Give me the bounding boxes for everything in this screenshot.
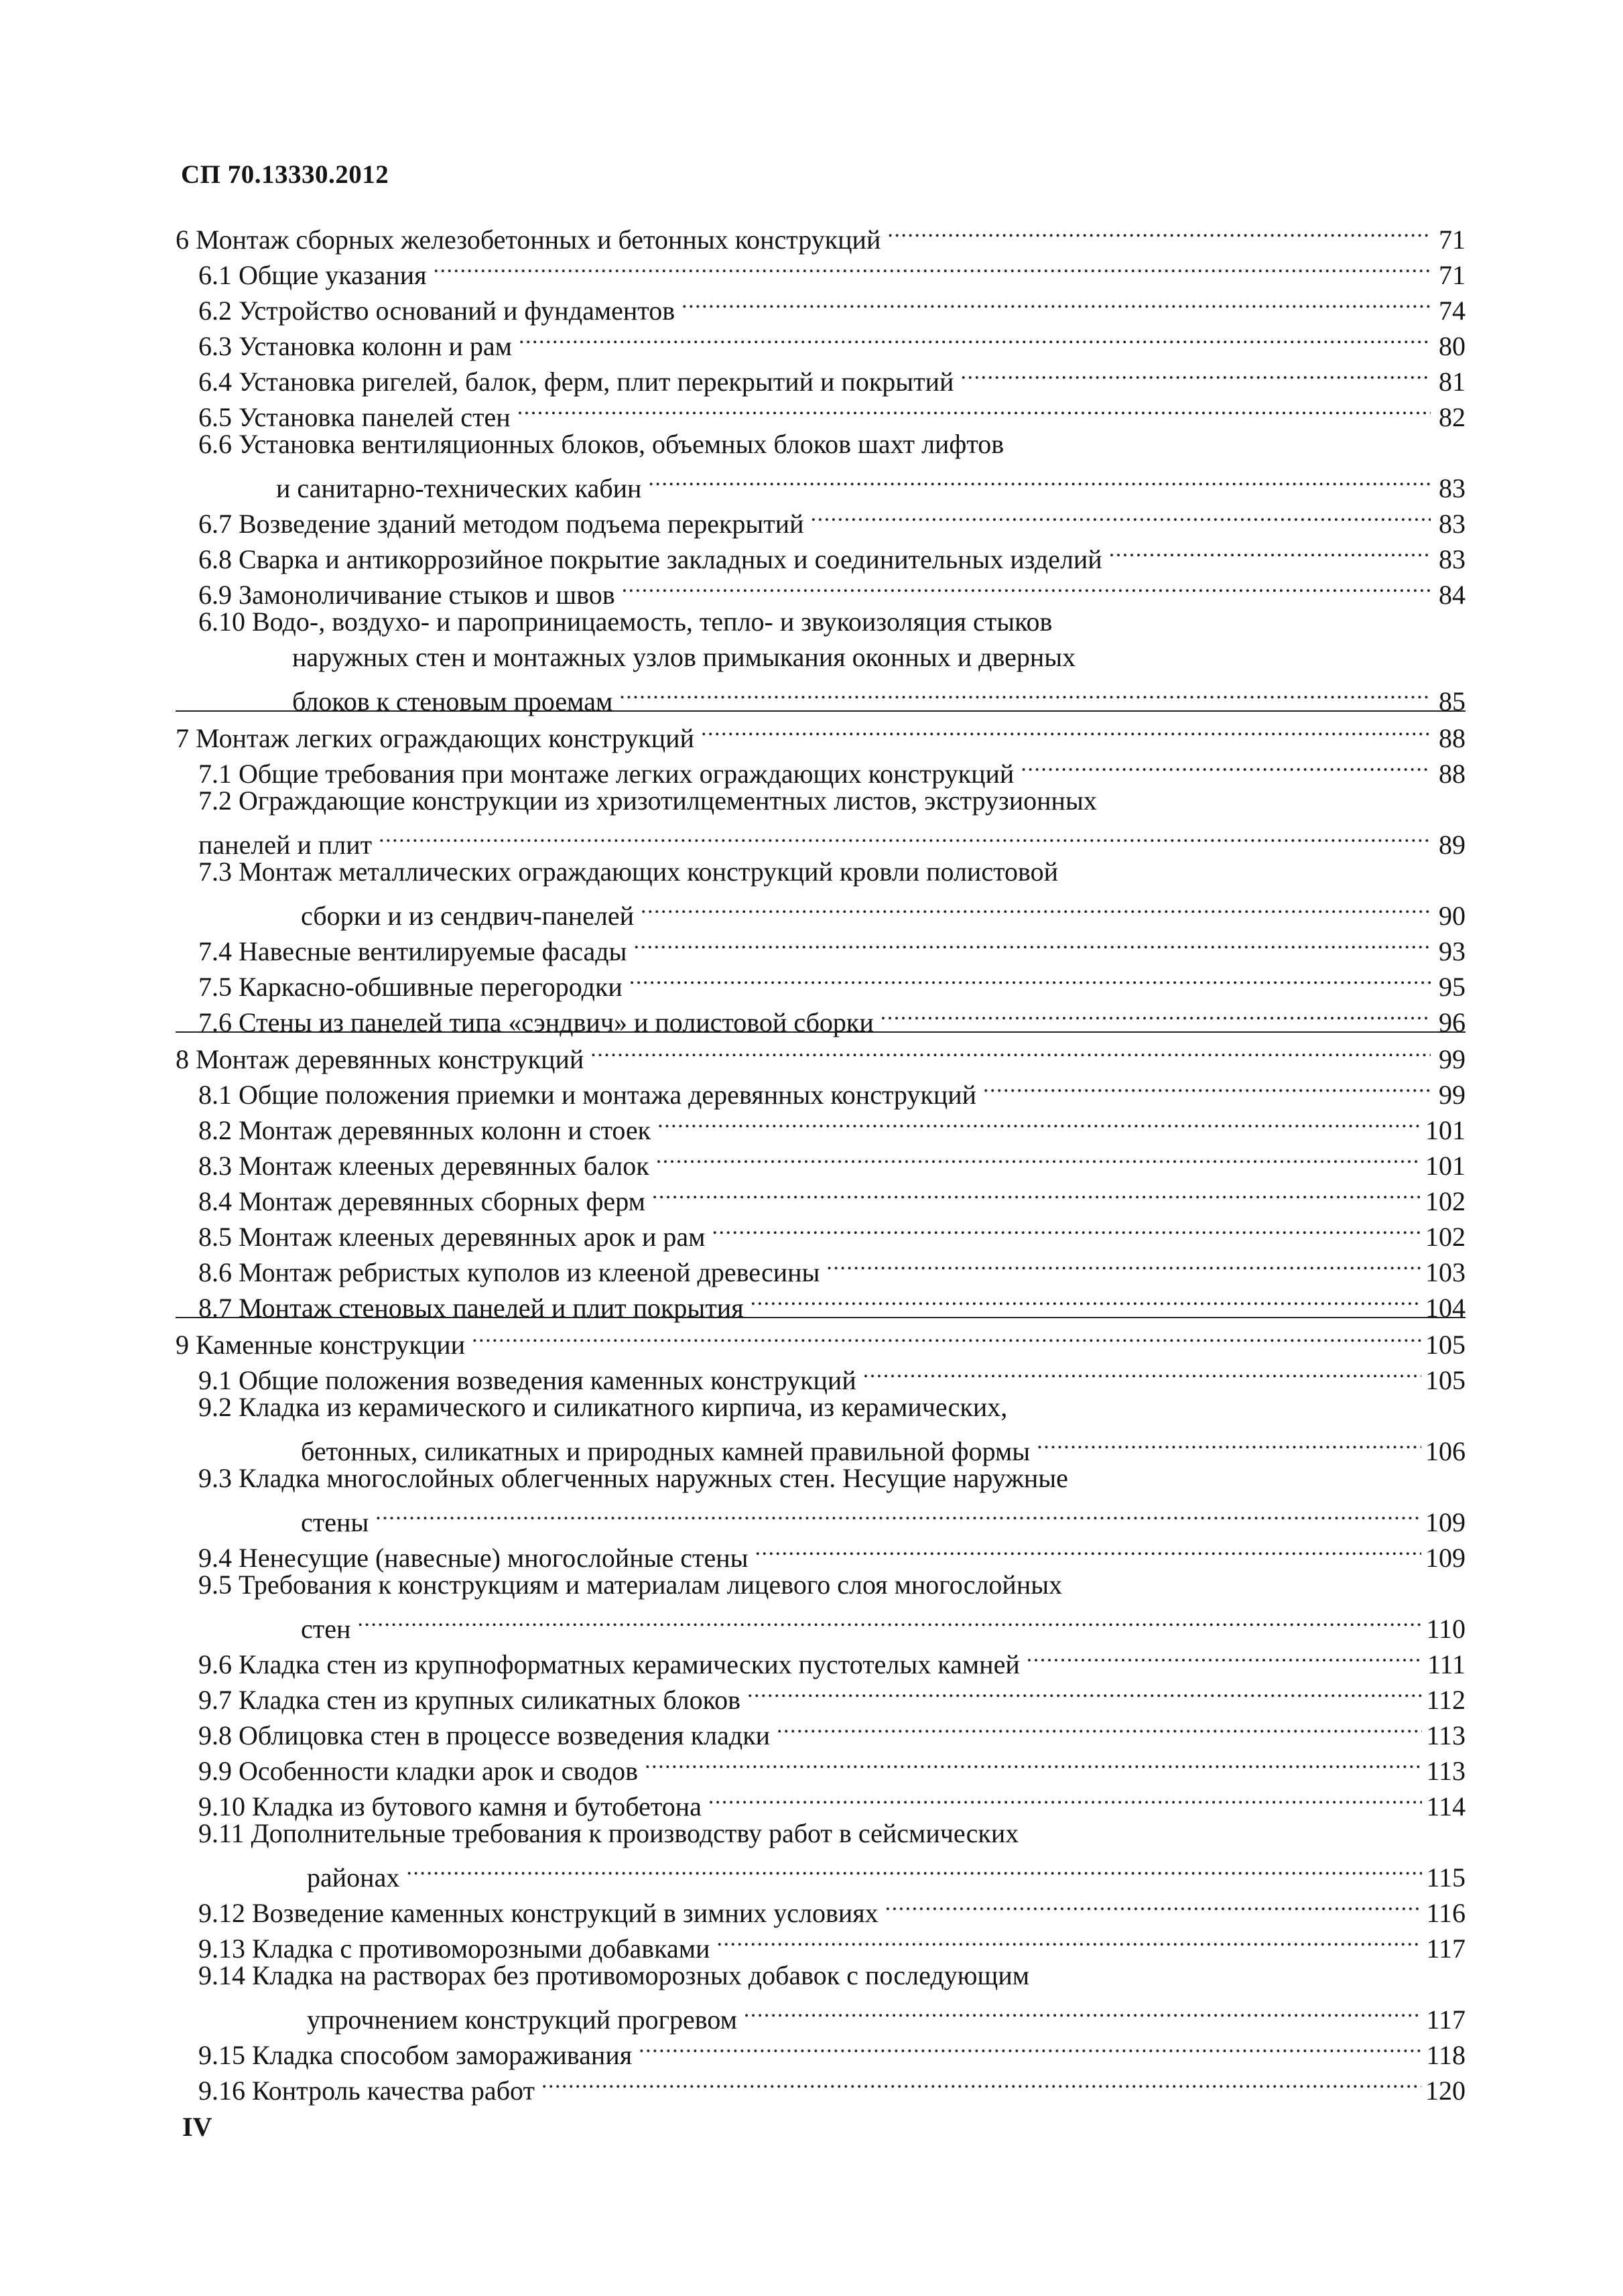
toc-dot-leader: [863, 1354, 1421, 1389]
toc-dot-leader: [633, 925, 1431, 960]
toc-entry-continuation: [176, 1425, 1466, 1466]
toc-page-number: 88: [1439, 723, 1466, 753]
toc-entry-title: 9.14 Кладка на растворах без противоморозных добавок с последующим: [198, 1960, 1030, 1990]
toc-dot-leader: [652, 1175, 1421, 1210]
toc-entry-title: 6.6 Установка вентиляционных блоков, объемных блоков шахт лифтов: [198, 429, 1004, 459]
toc-entry-title: блоков к стеновым проемам: [292, 686, 613, 716]
toc-entry-title: 9.5 Требования к конструкциям и материалам лицевого слоя многослойных: [198, 1570, 1063, 1600]
toc-dot-leader: [641, 889, 1431, 925]
toc-entry-title: 7.4 Навесные вентилируемые фасады: [198, 936, 627, 966]
toc-page-number: 117: [1426, 2004, 1466, 2035]
toc-page-number: 93: [1439, 936, 1466, 966]
toc-entry-title: 8.5 Монтаж клееных деревянных арок и рам: [198, 1222, 706, 1252]
toc-page-number: 95: [1439, 972, 1466, 1002]
toc-entry: [176, 1709, 1466, 1750]
toc-dot-leader: [983, 1068, 1431, 1104]
toc-page-number: 102: [1425, 1186, 1466, 1216]
toc-entry-title: 9.13 Кладка с противоморозными добавками: [198, 1933, 710, 1964]
toc-entry: [176, 284, 1466, 326]
toc-entry-title: и санитарно-технических кабин: [276, 473, 642, 503]
toc-entry: [176, 533, 1466, 574]
toc-entry-continuation: [176, 1496, 1466, 1537]
toc-entry-continuation: [176, 818, 1466, 860]
toc-page-number: 116: [1426, 1898, 1466, 1928]
toc-entry-continuation: [176, 675, 1466, 716]
toc-page-number: 111: [1427, 1649, 1466, 1679]
toc-dot-leader: [887, 213, 1431, 249]
toc-dot-leader: [701, 712, 1431, 747]
toc-entry: [176, 1281, 1466, 1323]
toc-page-number: 101: [1425, 1151, 1466, 1181]
toc-dot-leader: [657, 1104, 1421, 1139]
toc-entry-first-line: [176, 1958, 1466, 1993]
toc-entry-title: 9.3 Кладка многослойных облегченных наружных стен. Несущие наружные: [198, 1463, 1068, 1493]
toc-dot-leader: [747, 1673, 1423, 1709]
toc-entry-continuation: [176, 889, 1466, 931]
toc-dot-leader: [1037, 1425, 1421, 1460]
toc-page-number: 74: [1439, 296, 1466, 326]
toc-entry-title: 8.6 Монтаж ребристых куполов из клееной древесины: [198, 1257, 820, 1287]
toc-dot-leader: [590, 1033, 1431, 1068]
toc-page-number: 85: [1439, 686, 1466, 716]
toc-entry-title: стен: [301, 1614, 351, 1644]
toc-entry-first-line: [176, 1567, 1466, 1602]
toc-entry: [176, 747, 1466, 789]
toc-page-number: 114: [1426, 1791, 1466, 1822]
toc-page-number: 80: [1439, 331, 1466, 361]
document-code-header: СП 70.13330.2012: [181, 160, 389, 189]
toc-entry-title: 6 Монтаж сборных железобетонных и бетонных конструкций: [176, 225, 881, 255]
toc-entry: [176, 249, 1466, 290]
toc-entry-continuation-line: [176, 639, 1466, 675]
toc-entry-title: районах: [307, 1862, 400, 1893]
toc-dot-leader: [357, 1602, 1422, 1638]
toc-entry-continuation: [176, 1993, 1466, 2035]
toc-page-number: 89: [1439, 830, 1466, 860]
toc-entry-title: панелей и плит: [198, 830, 373, 860]
page-number: IV: [182, 2112, 212, 2142]
toc-entry: [176, 1210, 1466, 1252]
toc-dot-leader: [755, 1531, 1421, 1567]
toc-entry-title: наружных стен и монтажных узлов примыкания оконных и дверных: [292, 642, 1076, 672]
toc-entry: [176, 2064, 1466, 2106]
toc-entry-title: 8.3 Монтаж клееных деревянных балок: [198, 1151, 649, 1181]
toc-page-number: 103: [1425, 1257, 1466, 1287]
toc-entry-title: 9.7 Кладка стен из крупных силикатных блоков: [198, 1685, 740, 1715]
toc-entry-title: 9.2 Кладка из керамического и силикатного кирпича, из керамических,: [198, 1392, 1008, 1422]
toc-entry: [176, 1068, 1466, 1110]
toc-entry: [176, 1139, 1466, 1181]
toc-page-number: 81: [1439, 367, 1466, 397]
toc-dot-leader: [472, 1318, 1421, 1354]
toc-entry-first-line: [176, 1815, 1466, 1851]
toc-entry-title: упрочнением конструкций прогревом: [307, 2004, 737, 2035]
toc-dot-leader: [434, 249, 1431, 284]
toc-page-number: 101: [1425, 1115, 1466, 1145]
toc-dot-leader: [826, 1246, 1421, 1281]
toc-entry-title: 9.15 Кладка способом замораживания: [198, 2040, 633, 2070]
toc-entry: [176, 1175, 1466, 1216]
toc-entry: [176, 1104, 1466, 1145]
toc-entry: [176, 960, 1466, 1002]
toc-entry-title: сборки и из сендвич-панелей: [301, 901, 634, 931]
toc-entry-title: 6.2 Устройство оснований и фундаментов: [198, 296, 675, 326]
toc-dot-leader: [716, 1922, 1422, 1958]
toc-page-number: 84: [1439, 580, 1466, 610]
toc-page-number: 118: [1426, 2040, 1466, 2070]
toc-entry-title: 7.3 Монтаж металлических ограждающих конструкций кровли полистовой: [198, 856, 1059, 887]
toc-page-number: 109: [1425, 1543, 1466, 1573]
toc-entry: [176, 1531, 1466, 1573]
toc-page-number: 117: [1426, 1933, 1466, 1964]
toc-entry: [176, 1638, 1466, 1679]
toc-entry-title: 7.2 Ограждающие конструкции из хризотилцементных листов, экструзионных: [198, 785, 1097, 816]
toc-page-number: 120: [1425, 2076, 1466, 2106]
toc-entry-first-line: [176, 604, 1466, 639]
toc-page-number: 105: [1425, 1365, 1466, 1395]
toc-entry-title: 9.12 Возведение каменных конструкций в зимних условиях: [198, 1898, 879, 1928]
toc-dot-leader: [645, 1744, 1422, 1780]
toc-dot-leader: [712, 1210, 1421, 1246]
toc-section-heading: [176, 1031, 1466, 1074]
toc-entry-title: 9.6 Кладка стен из крупноформатных керамических пустотелых камней: [198, 1649, 1020, 1679]
toc-entry-title: 8 Монтаж деревянных конструкций: [176, 1044, 584, 1074]
toc-entry-title: 7.1 Общие требования при монтаже легких ограждающих конструкций: [198, 759, 1015, 789]
toc-dot-leader: [619, 675, 1431, 710]
toc-entry-title: 6.7 Возведение зданий методом подъема перекрытий: [198, 509, 804, 539]
toc-entry-first-line: [176, 1389, 1466, 1425]
toc-entry-title: 6.10 Водо-, воздухо- и пароприницаемость, тепло- и звукоизоляция стыков: [198, 607, 1053, 637]
toc-entry: [176, 1744, 1466, 1786]
toc-dot-leader: [648, 462, 1431, 497]
toc-entry-first-line: [176, 426, 1466, 462]
toc-page-number: 83: [1439, 509, 1466, 539]
toc-page-number: 82: [1439, 402, 1466, 432]
toc-entry-title: 9.10 Кладка из бутового камня и бутобетона: [198, 1791, 702, 1822]
toc-page-number: 112: [1426, 1685, 1466, 1715]
toc-page-number: 83: [1439, 544, 1466, 574]
toc-page-number: 104: [1425, 1293, 1466, 1323]
toc-entry: [176, 2029, 1466, 2070]
toc-page-number: 83: [1439, 473, 1466, 503]
toc-dot-leader: [960, 355, 1431, 391]
toc-entry-title: 9.16 Контроль качества работ: [198, 2076, 535, 2106]
toc-entry-title: 7 Монтаж легких ограждающих конструкций: [176, 723, 694, 753]
toc-dot-leader: [622, 568, 1431, 604]
toc-dot-leader: [885, 1887, 1423, 1922]
toc-page-number: 71: [1439, 260, 1466, 290]
toc-page-number: 106: [1425, 1436, 1466, 1466]
toc-entry-title: 8.2 Монтаж деревянных колонн и стоек: [198, 1115, 651, 1145]
toc-dot-leader: [881, 996, 1431, 1031]
toc-entry-title: 6.4 Установка ригелей, балок, ферм, плит перекрытий и покрытий: [198, 367, 954, 397]
toc-entry-title: стены: [301, 1507, 369, 1537]
toc-entry-title: бетонных, силикатных и природных камней правильной формы: [301, 1436, 1031, 1466]
toc-entry-title: 9.9 Особенности кладки арок и сводов: [198, 1756, 639, 1786]
toc-dot-leader: [656, 1139, 1421, 1175]
toc-entry-title: 9.11 Дополнительные требования к производству работ в сейсмических: [198, 1818, 1019, 1848]
toc-entry: [176, 1354, 1466, 1395]
toc-page-number: 113: [1426, 1756, 1466, 1786]
toc-entry-title: 7.6 Стены из панелей типа «сэндвич» и полистовой сборки: [198, 1007, 874, 1037]
toc-entry: [176, 391, 1466, 432]
toc-entry-title: 6.8 Сварка и антикоррозийное покрытие закладных и соединительных изделий: [198, 544, 1102, 574]
toc-entry-title: 8.7 Монтаж стеновых панелей и плит покрытия: [198, 1293, 744, 1323]
table-of-contents: [176, 213, 1466, 2106]
toc-dot-leader: [1109, 533, 1431, 568]
toc-section-heading: [176, 1317, 1466, 1360]
toc-page-number: 88: [1439, 759, 1466, 789]
toc-entry-title: 6.9 Замоноличивание стыков и швов: [198, 580, 615, 610]
toc-entry-first-line: [176, 854, 1466, 889]
toc-entry-title: 8.4 Монтаж деревянных сборных ферм: [198, 1186, 645, 1216]
toc-page-number: 102: [1425, 1222, 1466, 1252]
toc-entry: [176, 568, 1466, 610]
toc-entry: [176, 996, 1466, 1037]
toc-dot-leader: [375, 1496, 1421, 1531]
toc-entry-title: 7.5 Каркасно-обшивные перегородки: [198, 972, 623, 1002]
toc-page-number: 105: [1425, 1330, 1466, 1360]
toc-entry-title: 8.1 Общие положения приемки и монтажа деревянных конструкций: [198, 1080, 977, 1110]
toc-entry: [176, 1246, 1466, 1287]
toc-section-heading: [176, 710, 1466, 753]
toc-section-heading: [176, 213, 1466, 255]
toc-dot-leader: [519, 320, 1431, 355]
toc-entry-first-line: [176, 783, 1466, 818]
toc-entry: [176, 1922, 1466, 1964]
toc-entry-continuation: [176, 1851, 1466, 1893]
toc-entry: [176, 1673, 1466, 1715]
toc-page-number: 96: [1439, 1007, 1466, 1037]
toc-dot-leader: [1027, 1638, 1423, 1673]
toc-dot-leader: [517, 391, 1431, 426]
toc-dot-leader: [629, 960, 1431, 996]
toc-dot-leader: [751, 1281, 1421, 1317]
toc-dot-leader: [541, 2064, 1421, 2100]
toc-entry-title: 6.1 Общие указания: [198, 260, 427, 290]
toc-entry: [176, 1780, 1466, 1822]
toc-entry-first-line: [176, 1460, 1466, 1496]
toc-dot-leader: [811, 497, 1431, 533]
toc-entry-title: 6.3 Установка колонн и рам: [198, 331, 512, 361]
toc-page-number: 109: [1425, 1507, 1466, 1537]
toc-page-number: 99: [1439, 1044, 1466, 1074]
toc-dot-leader: [681, 284, 1431, 320]
toc-dot-leader: [1021, 747, 1431, 783]
toc-entry: [176, 355, 1466, 397]
toc-entry: [176, 925, 1466, 966]
toc-entry: [176, 1887, 1466, 1928]
toc-entry-title: 9.8 Облицовка стен в процессе возведения кладки: [198, 1720, 771, 1750]
toc-page-number: 115: [1426, 1862, 1466, 1893]
toc-entry-title: 9.1 Общие положения возведения каменных конструкций: [198, 1365, 856, 1395]
toc-page-number: 110: [1426, 1614, 1466, 1644]
toc-dot-leader: [744, 1993, 1423, 2029]
toc-dot-leader: [379, 818, 1431, 854]
toc-entry-title: 9 Каменные конструкции: [176, 1330, 466, 1360]
toc-entry-title: 9.4 Ненесущие (навесные) многослойные стены: [198, 1543, 749, 1573]
toc-page-number: 113: [1426, 1720, 1466, 1750]
toc-dot-leader: [639, 2029, 1422, 2064]
toc-entry-title: 6.5 Установка панелей стен: [198, 402, 511, 432]
toc-dot-leader: [708, 1780, 1423, 1815]
toc-entry: [176, 497, 1466, 539]
toc-entry-continuation: [176, 462, 1466, 503]
toc-entry: [176, 320, 1466, 361]
toc-dot-leader: [777, 1709, 1422, 1744]
toc-page-number: 71: [1439, 225, 1466, 255]
toc-page-number: 99: [1439, 1080, 1466, 1110]
toc-page-number: 90: [1439, 901, 1466, 931]
toc-dot-leader: [406, 1851, 1422, 1887]
toc-entry-continuation: [176, 1602, 1466, 1644]
